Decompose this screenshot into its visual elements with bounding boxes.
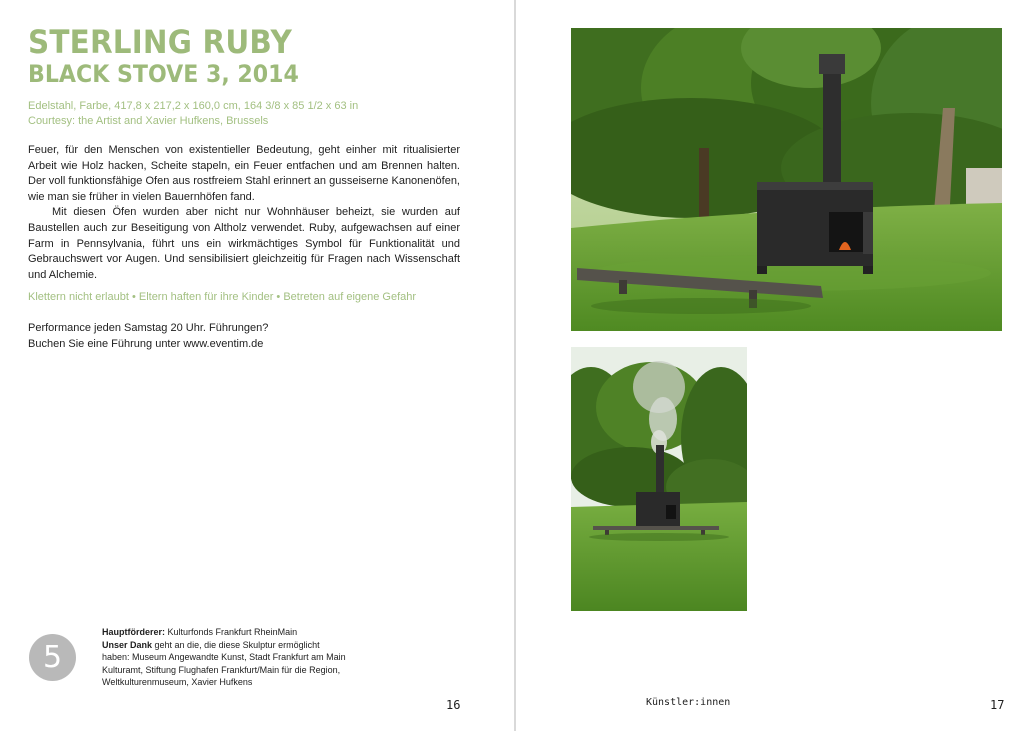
performance-info [28,321,268,352]
page-number-right: 17 [990,698,1005,712]
page-number-left: 16 [446,698,461,712]
section-label: Künstler:innen [646,697,731,708]
thanks-label: Unser Dank [102,639,153,650]
thanks-line-3: Kulturamt, Stiftung Flughafen Frankfurt/Main für die Region, [102,664,341,675]
thanks-line-2: haben: Museum Angewandte Kunst, Stadt Frankfurt am Main [102,652,346,663]
description-paragraph-2: Mit diesen Öfen wurden aber nicht nur Wohnhäuser beheizt, sie wurden auf Baustellen auch zur Beseitigung von Altholz verwendet. Ruby, aufgewachsen auf einer Farm in Pennsylvania, führt uns ein wirkmächtiges Symbol für Funktionalität und Gebrauchswert vor Augen. Und sensibilisiert gleichzeitig für Fragen nach Wissenschaft und Alchemie. [28,206,460,281]
thanks-line-1: geht an die, die diese Skulptur ermöglicht [152,639,320,650]
artwork-heading [28,23,322,88]
artwork-title: BLACK STOVE 3, 2014 [28,60,299,88]
thanks-line-4: Weltkulturenmuseum, Xavier Hufkens [102,677,253,688]
stove-photo-smoke [571,347,747,611]
main-sponsor: Kulturfonds Frankfurt RheinMain [165,627,298,637]
stove-photo-large [571,28,1002,331]
artwork-materials: Edelstahl, Farbe, 417,8 x 217,2 x 160,0 cm, 164 3/8 x 85 1/2 x 63 in [28,100,359,112]
performance-line-1: Performance jeden Samstag 20 Uhr. Führungen? [28,322,269,334]
artist-name: STERLING RUBY [28,23,292,61]
main-sponsor-label: Hauptförderer: [102,627,166,637]
safety-notice: Klettern nicht erlaubt • Eltern haften für ihre Kinder • Betreten auf eigene Gefahr [28,291,417,303]
artwork-description [28,143,460,283]
sponsor-credits [102,626,402,689]
artwork-courtesy: Courtesy: the Artist and Xavier Hufkens, Brussels [28,115,269,127]
left-page [0,0,514,731]
artwork-meta [28,99,358,129]
performance-line-2: Buchen Sie eine Führung unter www.eventim.de [28,337,264,350]
description-paragraph-1: Feuer, für den Menschen von existentieller Bedeutung, geht einher mit ritualisierter Arbeit wie Holz hacken, Scheite stapeln, ein Feuer entfachen und am Brennen halten. Der voll funktionsfähige Ofen aus rostfreiem Stahl erinnert an gusseiserne Kanonenöfen, wie man sie früher in vielen Bauernhöfen fand. [28,144,460,203]
artwork-number-badge: 5 [29,634,76,681]
